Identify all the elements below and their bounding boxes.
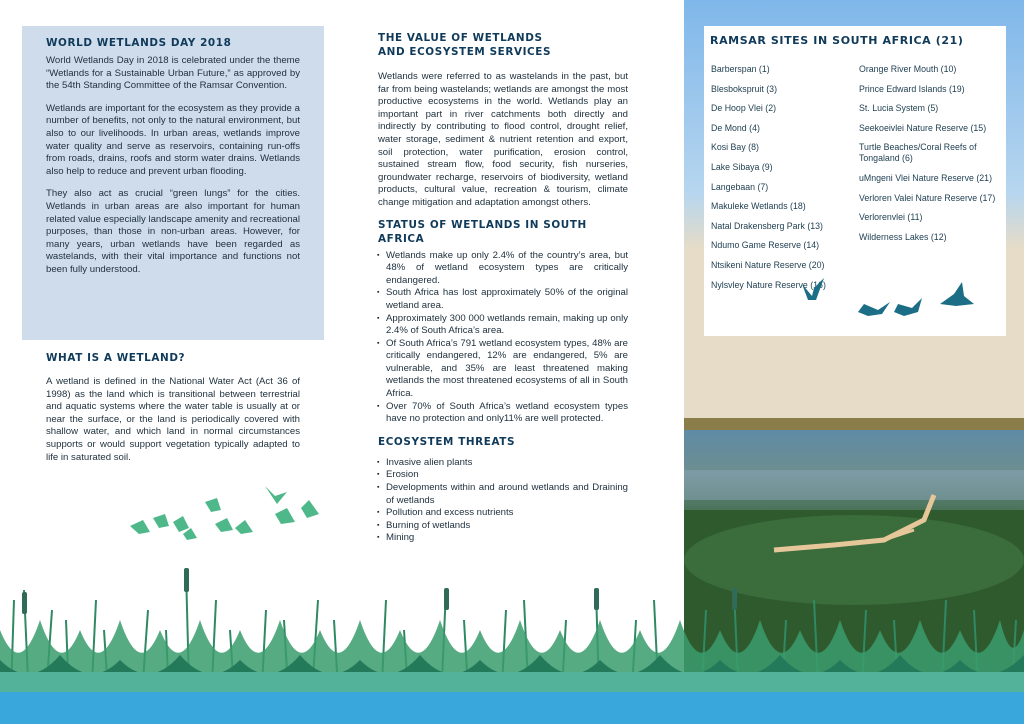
list-item: Nylsvley Nature Reserve (16) xyxy=(711,279,826,290)
status-list xyxy=(378,250,628,426)
world-wetlands-day-box xyxy=(22,26,324,340)
list-item: Seekoeivlei Nature Reserve (15) xyxy=(859,122,987,133)
world-wetlands-day-paragraph-1: World Wetlands Day in 2018 is celebrated under the theme “Wetlands for a Sustainable Urban Future,” as approved by the 54th Standing Committee of the Ramsar Convention. xyxy=(46,55,300,92)
list-item: Blesbokspruit (3) xyxy=(711,83,778,94)
ramsar-sites-left-list xyxy=(711,64,856,299)
list-item: ▪ South Africa has lost approximately 50% of the original wetland area. xyxy=(378,287,628,312)
ramsar-sites-right-list xyxy=(859,64,1004,251)
list-item: ▪ Wetlands make up only 2.4% of the country’s area, but 48% of wetland ecosystem types are critically endangered. xyxy=(378,250,628,288)
list-item: Prince Edward Islands (19) xyxy=(859,83,965,94)
list-item: Turtle Beaches/Coral Reefs of Tongaland (6) xyxy=(859,142,977,164)
list-item: De Hoop Vlei (2) xyxy=(711,103,777,114)
world-wetlands-day-paragraph-3: They also act as crucial “green lungs” for the cities. Wetlands in urban areas are also important for human related value especially landscape amenity and recreational purposes, than those in non-urban areas. However, for many years, urban wetlands have been regarded as wastelands, with their vital importance and functions not been fully understood. xyxy=(46,188,300,275)
list-item: Orange River Mouth (10) xyxy=(859,64,957,74)
list-item: uMngeni Vlei Nature Reserve (21) xyxy=(859,172,992,183)
what-is-wetland-heading: WHAT IS A WETLAND? xyxy=(46,352,186,364)
green-birds-icon xyxy=(125,478,325,548)
list-item: ▪ Approximately 300 000 wetlands remain, making up only 2.4% of South Africa’s area. xyxy=(378,313,628,338)
world-wetlands-day-paragraph-2: Wetlands are important for the ecosystem as they provide a number of benefits, not only to the natural environment, but also to our livelihoods. In urban areas, wetlands improve water quality and serve as reservoirs, containing run-offs from roads, drains, roofs and storm water drains. Wetlands also help to reduce and prevent urban flooding. xyxy=(46,102,300,177)
list-item: Barberspan (1) xyxy=(711,64,770,74)
value-heading xyxy=(378,31,628,59)
list-item: Natal Drakensberg Park (13) xyxy=(711,220,823,231)
value-heading-line2: AND ECOSYSTEM SERVICES xyxy=(378,46,552,58)
list-item: Wilderness Lakes (12) xyxy=(859,231,947,242)
list-item: ▪ Mining xyxy=(378,532,628,545)
value-heading-line1: THE VALUE OF WETLANDS xyxy=(378,32,543,44)
world-wetlands-day-heading: WORLD WETLANDS DAY 2018 xyxy=(46,37,232,49)
list-item: ▪ Developments within and around wetlands and Draining of wetlands xyxy=(378,482,628,507)
list-item: Lake Sibaya (9) xyxy=(711,161,773,172)
list-item: ▪ Erosion xyxy=(378,469,628,482)
list-item: De Mond (4) xyxy=(711,122,760,133)
what-is-wetland-section xyxy=(22,352,324,474)
list-item: Ntsikeni Nature Reserve (20) xyxy=(711,259,825,270)
what-is-wetland-text: A wetland is defined in the National Water Act (Act 36 of 1998) as the land which is transitional between terrestrial and aquatic systems where the water table is usually at or near the surface, or the land is periodically covered with shallow water, and which land in normal circumstances supports or would support vegetation typically adapted to life in saturated soil. xyxy=(46,376,300,463)
threats-list xyxy=(378,457,628,545)
list-item: ▪ Invasive alien plants xyxy=(378,457,628,470)
status-heading: STATUS OF WETLANDS IN SOUTH AFRICA xyxy=(378,218,587,245)
list-item: Verloren Valei Nature Reserve (17) xyxy=(859,192,996,203)
list-item: Ndumo Game Reserve (14) xyxy=(711,240,820,251)
list-item: St. Lucia System (5) xyxy=(859,103,939,114)
list-item: Langebaan (7) xyxy=(711,181,769,192)
value-text: Wetlands were referred to as wastelands in the past, but far from being wastelands; wetlands are amongst the most productive ecosystems in the world. Wetlands play an important part in river catchments both directly and indirectly by contributing to flood control, drought relief, water storage, sediment & nutrient retention and export, soil protection, water purification, erosion control, sustained stream flow, food security, fish nurseries, groundwater recharge, reservoirs of biodiversity, wetland products, cultural value, recreation & tourism, climate change mitigation and adaptation amongst others. xyxy=(378,71,628,208)
list-item: ▪ Pollution and excess nutrients xyxy=(378,507,628,520)
list-item: ▪ Of South Africa’s 791 wetland ecosystem types, 48% are critically endangered, 12% are endangered, 5% are vulnerable, and 35% are least threatened making wetlands the most threatened ecosystems of all in South Africa. xyxy=(378,338,628,401)
threats-heading: ECOSYSTEM THREATS xyxy=(378,435,516,448)
middle-column xyxy=(352,31,654,554)
ramsar-sites-box xyxy=(704,26,1006,336)
list-item: Kosi Bay (8) xyxy=(711,142,759,153)
list-item: ▪ Burning of wetlands xyxy=(378,520,628,533)
teal-birds-icon xyxy=(794,274,984,324)
list-item: Verlorenvlei (11) xyxy=(859,212,923,223)
reeds-and-water-illustration xyxy=(0,560,1024,724)
list-item: Makuleke Wetlands (18) xyxy=(711,201,806,212)
list-item: ▪ Over 70% of South Africa’s wetland ecosystem types have no protection and only11% are well protected. xyxy=(378,401,628,426)
ramsar-heading: RAMSAR SITES IN SOUTH AFRICA (21) xyxy=(710,34,964,47)
